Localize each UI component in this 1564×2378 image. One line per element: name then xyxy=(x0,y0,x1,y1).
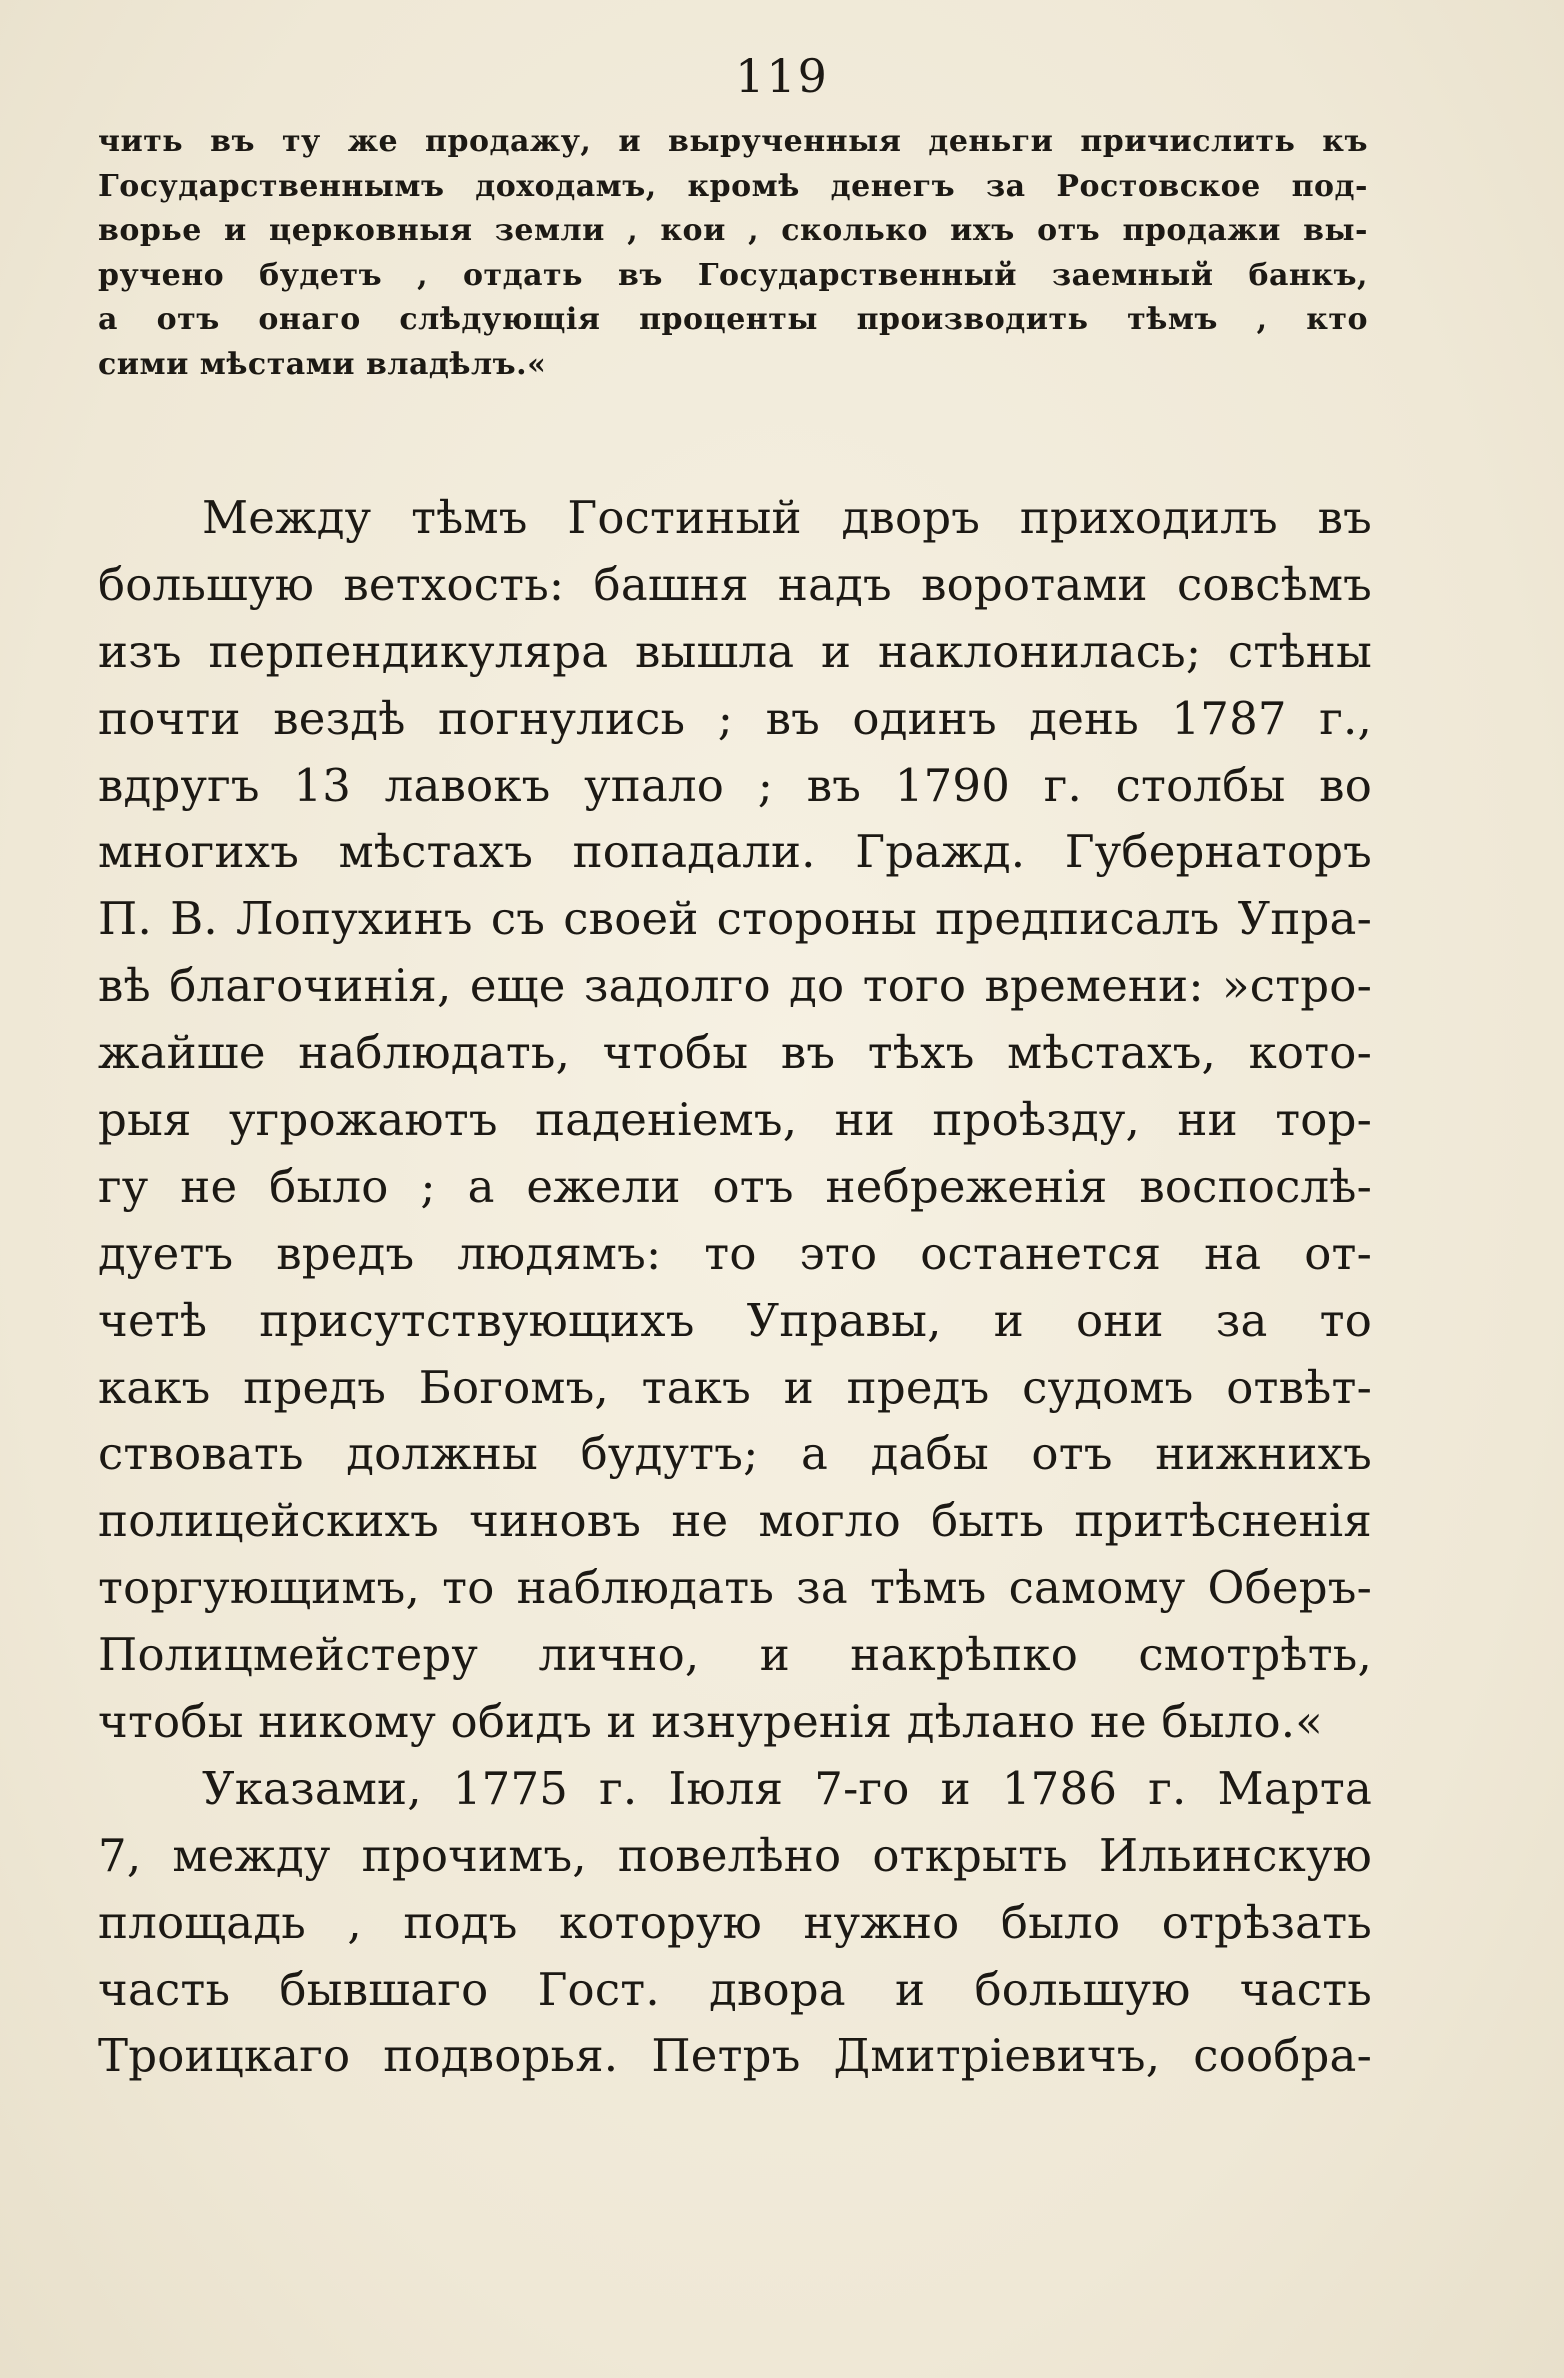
body-line: Троицкаго подворья. Петръ Дмитріевичъ, сообра- xyxy=(98,2029,1372,2083)
quote-line: ручено будетъ , отдать въ Государственный заемный банкъ, xyxy=(98,257,1368,293)
body-line: часть бывшаго Гост. двора и большую часть xyxy=(98,1962,1372,2016)
body-line: П. В. Лопухинъ съ своей стороны предписалъ Упра- xyxy=(98,892,1372,946)
body-line: вѣ благочинія, еще задолго до того времени: »стро- xyxy=(98,959,1372,1013)
body-line: вдругъ 13 лавокъ упало ; въ 1790 г. столбы во xyxy=(98,758,1372,812)
body-line: гу не было ; а ежели отъ небреженія воспослѣ- xyxy=(98,1159,1372,1213)
body-line: жайше наблюдать, чтобы въ тѣхъ мѣстахъ, кото- xyxy=(98,1026,1372,1080)
body-text xyxy=(98,485,1372,2090)
body-line: площадь , подъ которую нужно было отрѣзать xyxy=(98,1895,1372,1949)
body-line: чтобы никому обидъ и изнуренія дѣлано не было.« xyxy=(98,1695,1323,1749)
body-line: какъ предъ Богомъ, такъ и предъ судомъ отвѣт- xyxy=(98,1360,1372,1414)
quoted-decree-text xyxy=(98,120,1368,387)
body-line: торгующимъ, то наблюдать за тѣмъ самому Оберъ- xyxy=(98,1561,1372,1615)
quote-line: Государственнымъ доходамъ, кромѣ денегъ за Ростовское под- xyxy=(98,168,1368,204)
body-line: 7, между прочимъ, повелѣно открыть Ильинскую xyxy=(98,1828,1372,1882)
body-line: четѣ присутствующихъ Управы, и они за то xyxy=(98,1293,1372,1347)
body-line: дуетъ вредъ людямъ: то это останется на от- xyxy=(98,1226,1372,1280)
body-line: ствовать должны будутъ; а дабы отъ нижнихъ xyxy=(98,1427,1372,1481)
page-number: 119 xyxy=(735,49,829,103)
quote-line: а отъ онаго слѣдующія проценты производить тѣмъ , кто xyxy=(98,302,1368,337)
body-line: большую ветхость: башня надъ воротами совсѣмъ xyxy=(98,557,1372,611)
body-line: Между тѣмъ Гостиный дворъ приходилъ въ xyxy=(202,491,1372,544)
body-line: многихъ мѣстахъ попадали. Гражд. Губернаторъ xyxy=(98,825,1372,879)
quote-line: сими мѣстами владѣлъ.« xyxy=(98,346,547,382)
quote-line: чить въ ту же продажу, и вырученныя деньги причислить къ xyxy=(98,124,1368,159)
body-line: Указами, 1775 г. Іюля 7-го и 1786 г. Марта xyxy=(202,1761,1372,1815)
body-line: почти вездѣ погнулись ; въ одинъ день 1787 г., xyxy=(98,691,1372,745)
body-line: изъ перпендикуляра вышла и наклонилась; стѣны xyxy=(98,624,1372,678)
body-line: Полицмейстеру лично, и накрѣпко смотрѣть, xyxy=(98,1628,1372,1682)
body-line: рыя угрожаютъ паденіемъ, ни проѣзду, ни тор- xyxy=(98,1093,1372,1147)
quote-line: ворье и церковныя земли , кои , сколько ихъ отъ продажи вы- xyxy=(98,213,1368,248)
body-line: полицейскихъ чиновъ не могло быть притѣсненія xyxy=(98,1494,1372,1548)
